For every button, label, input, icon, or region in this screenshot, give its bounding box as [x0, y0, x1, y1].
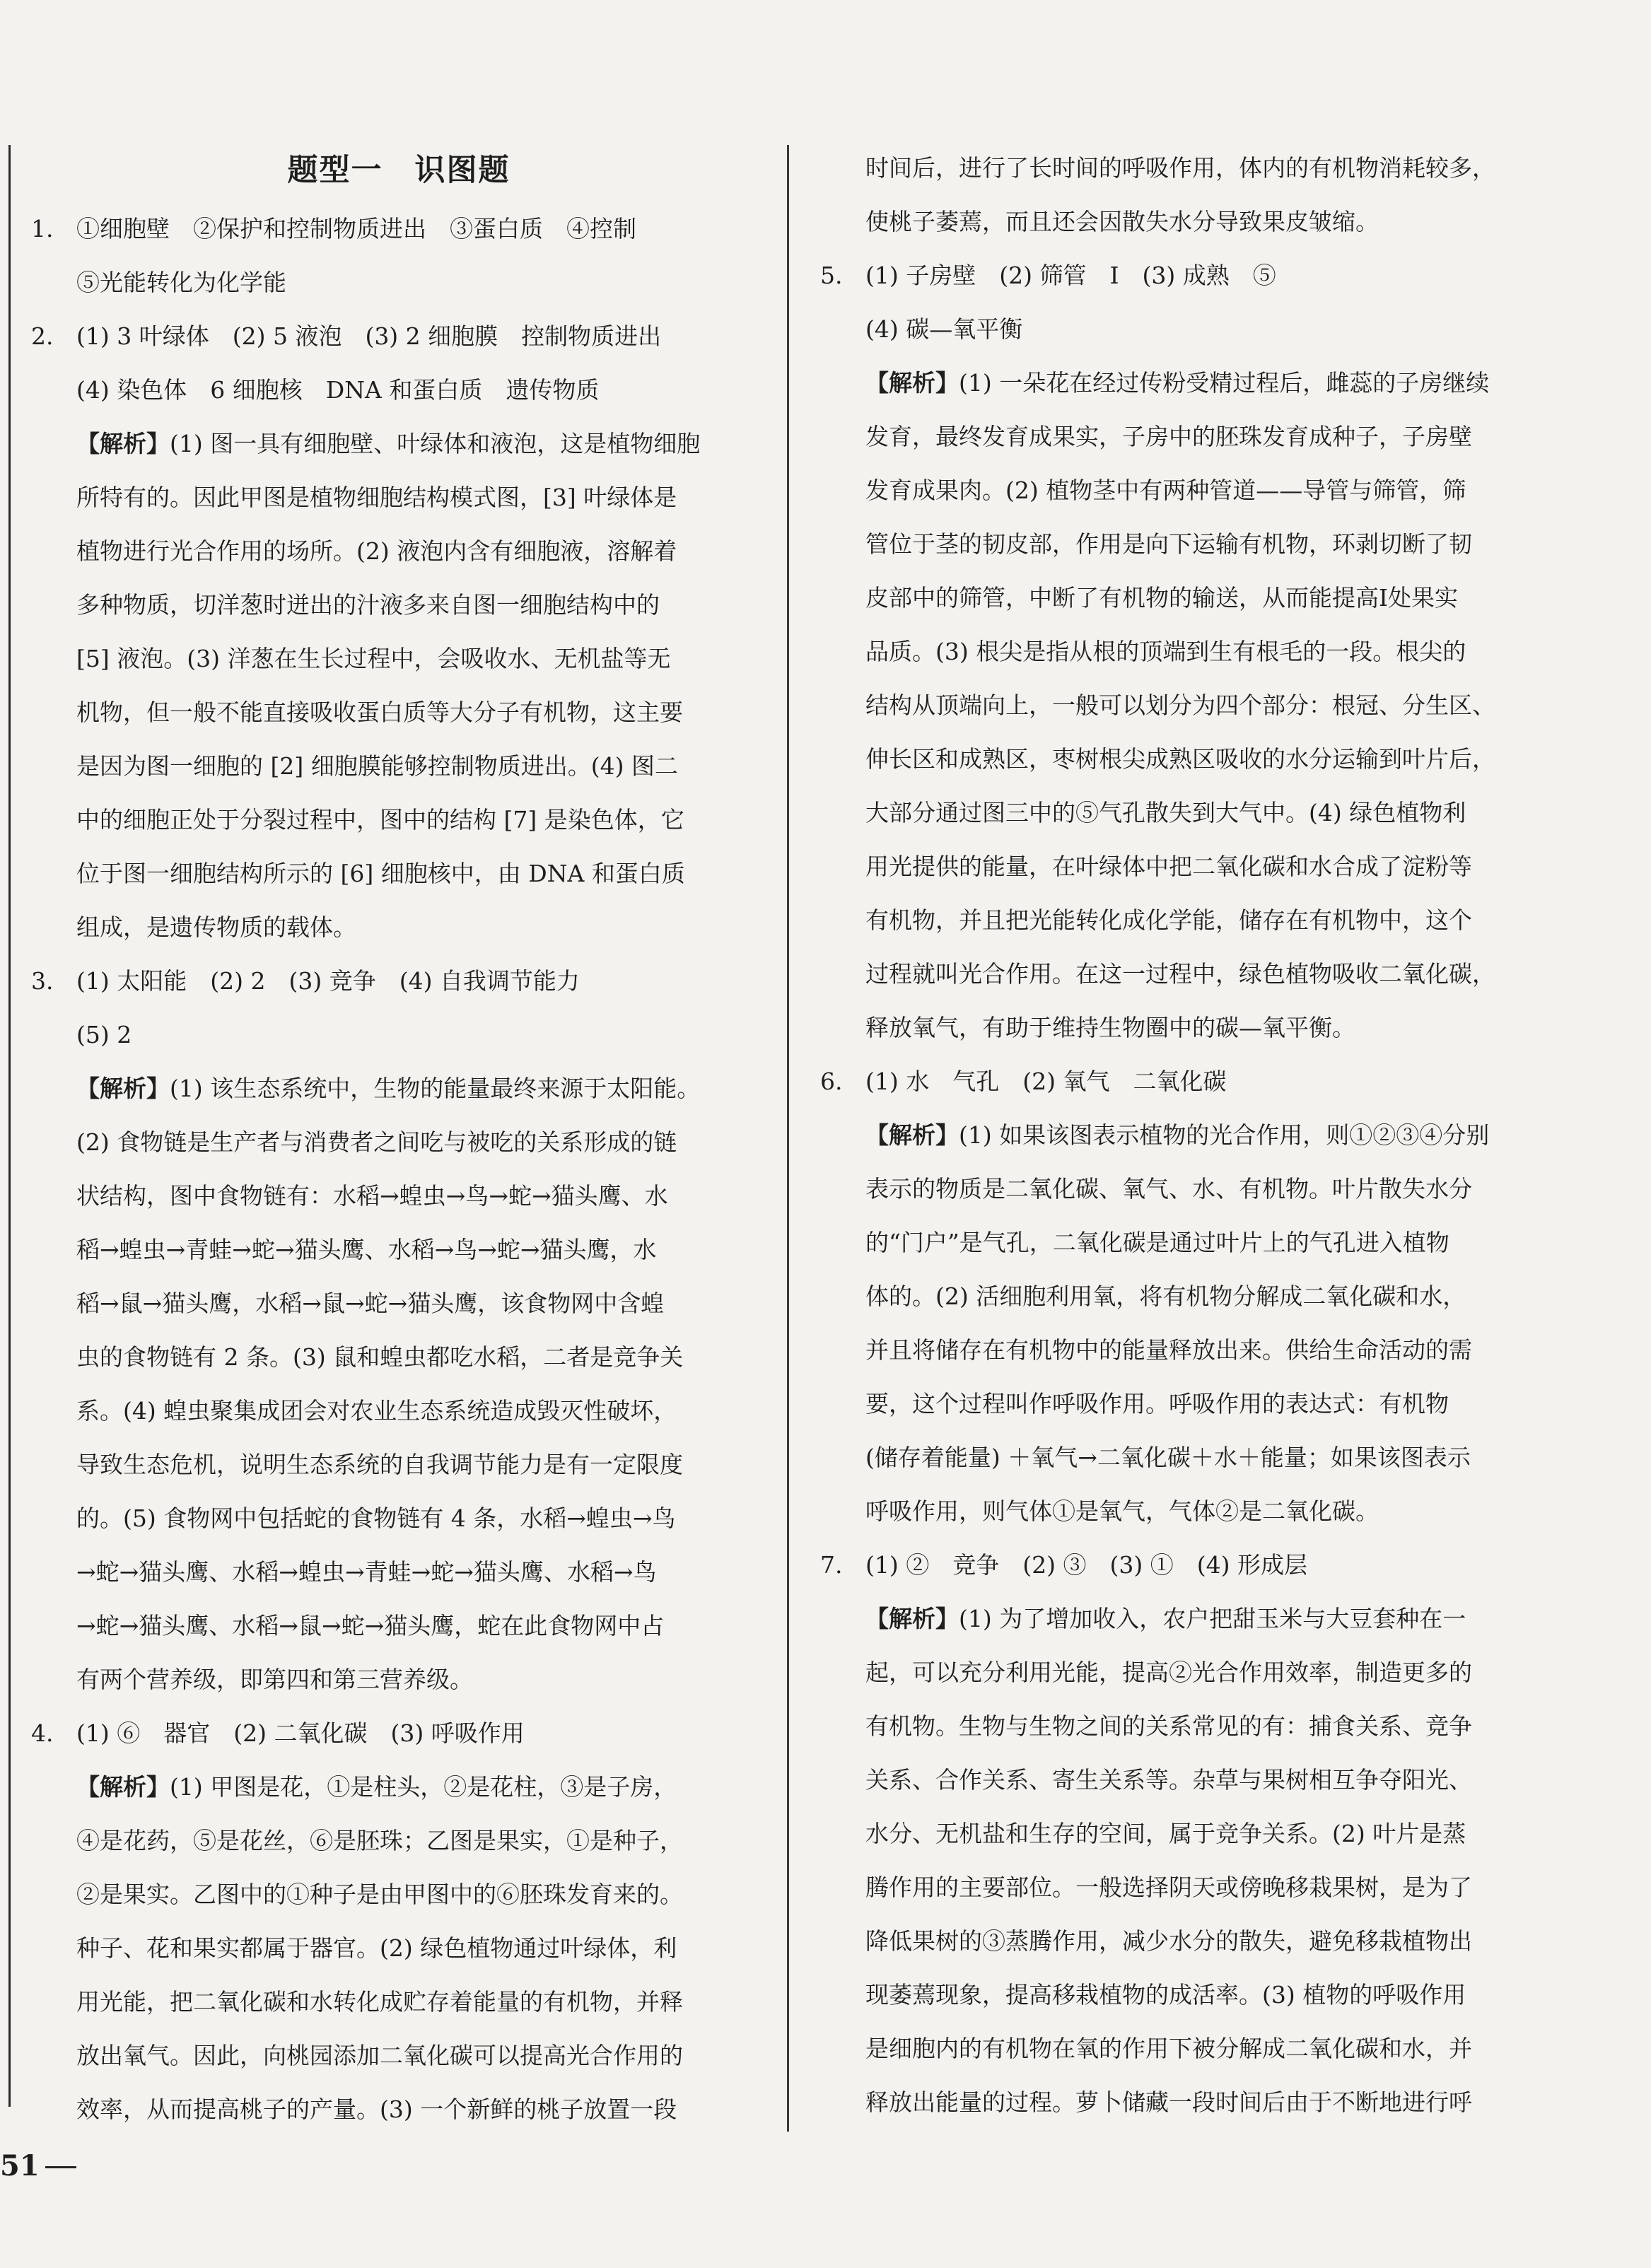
- explanation-line: 并且将储存在有机物中的能量释放出来。供给生命活动的需: [865, 1336, 1472, 1364]
- explanation-line: (储存着能量) ＋氧气→二氧化碳＋水＋能量；如果该图表示: [865, 1444, 1471, 1471]
- explanation-line: 品质。(3) 根尖是指从根的顶端到生有根毛的一段。根尖的: [865, 638, 1466, 665]
- explanation-line: 效率，从而提高桃子的产量。(3) 一个新鲜的桃子放置一段: [76, 2095, 677, 2123]
- question-number: 4.: [31, 1719, 54, 1747]
- answer-line: (5) 2: [76, 1021, 132, 1048]
- explanation-tag: 【解析】: [865, 369, 959, 397]
- explanation-line: 是细胞内的有机物在氧的作用下被分解成二氧化碳和水，并: [865, 2035, 1472, 2062]
- explanation-line: 有机物，并且把光能转化成化学能，储存在有机物中，这个: [865, 906, 1472, 934]
- page-number: 51: [0, 2149, 40, 2182]
- explanation-6: [820, 1109, 1612, 1538]
- explanation-line: (1) 为了增加收入，农户把甜玉米与大豆套种在一: [959, 1605, 1466, 1632]
- explanation-line: 位于图一细胞结构所示的 [6] 细胞核中，由 DNA 和蛋白质: [76, 860, 685, 887]
- explanation-line: 大部分通过图三中的⑤气孔散失到大气中。(4) 绿色植物利: [865, 799, 1466, 826]
- explanation-line: 现萎蔫现象，提高移栽植物的成活率。(3) 植物的呼吸作用: [865, 1981, 1466, 2009]
- explanation-4: [31, 1760, 766, 2137]
- explanation-line: 所特有的。因此甲图是植物细胞结构模式图，[3] 叶绿体是: [76, 484, 677, 511]
- left-margin-rule: [8, 145, 11, 2107]
- explanation-line: (1) 该生态系统中，生物的能量最终来源于太阳能。: [170, 1075, 701, 1102]
- question-number: 5.: [820, 262, 843, 289]
- answer-line: (1) 子房壁 (2) 筛管 Ⅰ (3) 成熟 ⑤: [865, 262, 1276, 289]
- question-number: 6.: [820, 1068, 843, 1095]
- answer-line: ①细胞壁 ②保护和控制物质进出 ③蛋白质 ④控制: [76, 215, 636, 242]
- answer-line: (1) 3 叶绿体 (2) 5 液泡 (3) 2 细胞膜 控制物质进出: [76, 322, 662, 350]
- explanation-5: [820, 356, 1612, 1055]
- explanation-4-continued: [820, 141, 1612, 249]
- explanation-3: [31, 1062, 766, 1707]
- explanation-line: 组成，是遗传物质的载体。: [76, 913, 356, 941]
- explanation-7: [820, 1592, 1612, 2129]
- explanation-line: (2) 食物链是生产者与消费者之间吃与被吃的关系形成的链: [76, 1128, 677, 1156]
- explanation-line: 水分、无机盐和生存的空间，属于竞争关系。(2) 叶片是蒸: [865, 1820, 1466, 1847]
- question-5: [820, 249, 1612, 356]
- left-column: [31, 138, 766, 2137]
- explanation-line: 结构从顶端向上，一般可以划分为四个部分：根冠、分生区、: [865, 691, 1495, 719]
- question-2: [31, 310, 766, 417]
- explanation-line: 稻→蝗虫→青蛙→蛇→猫头鹰、水稻→鸟→蛇→猫头鹰，水: [76, 1236, 657, 1263]
- explanation-line: 有两个营养级，即第四和第三营养级。: [76, 1666, 473, 1693]
- explanation-line: 植物进行光合作用的场所。(2) 液泡内含有细胞液，溶解着: [76, 537, 677, 565]
- page-number-dash: [45, 2166, 76, 2168]
- explanation-line: 状结构，图中食物链有：水稻→蝗虫→鸟→蛇→猫头鹰、水: [76, 1182, 668, 1210]
- explanation-line: 释放出能量的过程。萝卜储藏一段时间后由于不断地进行呼: [865, 2088, 1472, 2116]
- explanation-line: 释放氧气，有助于维持生物圈中的碳—氧平衡。: [865, 1014, 1355, 1041]
- explanation-line: ④是花药，⑤是花丝，⑥是胚珠；乙图是果实，①是种子，: [76, 1827, 683, 1854]
- question-1: [31, 202, 766, 310]
- question-number: 7.: [820, 1551, 843, 1579]
- explanation-line: 使桃子萎蔫，而且还会因散失水分导致果皮皱缩。: [865, 208, 1379, 235]
- column-divider: [787, 145, 789, 2132]
- explanation-line: 伸长区和成熟区，枣树根尖成熟区吸收的水分运输到叶片后，: [865, 745, 1495, 773]
- explanation-line: 用光能，把二氧化碳和水转化成贮存着能量的有机物，并释: [76, 1988, 683, 2016]
- explanation-line: 起，可以充分利用光能，提高②光合作用效率，制造更多的: [865, 1659, 1472, 1686]
- explanation-line: ②是果实。乙图中的①种子是由甲图中的⑥胚珠发育来的。: [76, 1881, 683, 1908]
- explanation-tag: 【解析】: [76, 1075, 170, 1102]
- explanation-line: (1) 甲图是花，①是柱头，②是花柱，③是子房，: [170, 1773, 677, 1801]
- answer-line: ⑤光能转化为化学能: [76, 269, 286, 296]
- explanation-line: 有机物。生物与生物之间的关系常见的有：捕食关系、竞争: [865, 1712, 1472, 1740]
- explanation-line: 过程就叫光合作用。在这一过程中，绿色植物吸收二氧化碳，: [865, 960, 1495, 988]
- explanation-line: 发育成果肉。(2) 植物茎中有两种管道——导管与筛管，筛: [865, 477, 1466, 504]
- answer-line: (1) ② 竞争 (2) ③ (3) ① (4) 形成层: [865, 1551, 1307, 1579]
- explanation-tag: 【解析】: [76, 430, 170, 457]
- explanation-line: 关系、合作关系、寄生关系等。杂草与果树相互争夺阳光、: [865, 1766, 1472, 1794]
- explanation-line: (1) 如果该图表示植物的光合作用，则①②③④分别: [959, 1121, 1490, 1149]
- answer-line: (1) 水 气孔 (2) 氧气 二氧化碳: [865, 1068, 1227, 1095]
- question-6: [820, 1055, 1612, 1109]
- explanation-line: 皮部中的筛管，中断了有机物的输送，从而能提高Ⅰ处果实: [865, 584, 1459, 612]
- explanation-2: [31, 417, 766, 954]
- question-7: [820, 1538, 1612, 1592]
- explanation-line: 要，这个过程叫作呼吸作用。呼吸作用的表达式：有机物: [865, 1390, 1449, 1418]
- question-3: [31, 954, 766, 1062]
- answer-line: (4) 染色体 6 细胞核 DNA 和蛋白质 遗传物质: [76, 376, 600, 404]
- explanation-line: 稻→鼠→猫头鹰，水稻→鼠→蛇→猫头鹰，该食物网中含蝗: [76, 1290, 665, 1317]
- explanation-line: 用光提供的能量，在叶绿体中把二氧化碳和水合成了淀粉等: [865, 853, 1472, 880]
- explanation-line: 中的细胞正处于分裂过程中，图中的结构 [7] 是染色体，它: [76, 806, 684, 834]
- answer-line: (1) 太阳能 (2) 2 (3) 竞争 (4) 自我调节能力: [76, 967, 580, 995]
- question-number: 2.: [31, 322, 54, 350]
- explanation-line: 呼吸作用，则气体①是氧气，气体②是二氧化碳。: [865, 1497, 1379, 1525]
- explanation-tag: 【解析】: [865, 1605, 959, 1632]
- explanation-line: 种子、花和果实都属于器官。(2) 绿色植物通过叶绿体，利: [76, 1934, 677, 1962]
- explanation-tag: 【解析】: [865, 1121, 959, 1149]
- explanation-line: 机物，但一般不能直接吸收蛋白质等大分子有机物，这主要: [76, 698, 683, 726]
- explanation-line: 时间后，进行了长时间的呼吸作用，体内的有机物消耗较多，: [865, 154, 1495, 182]
- explanation-line: 放出氧气。因此，向桃园添加二氧化碳可以提高光合作用的: [76, 2042, 683, 2069]
- explanation-line: 的“门户”是气孔，二氧化碳是通过叶片上的气孔进入植物: [865, 1229, 1449, 1256]
- question-number: 3.: [31, 967, 54, 995]
- explanation-line: 导致生态危机，说明生态系统的自我调节能力是有一定限度: [76, 1451, 683, 1478]
- explanation-line: 表示的物质是二氧化碳、氧气、水、有机物。叶片散失水分: [865, 1175, 1472, 1203]
- section-title: 题型一 识图题: [287, 153, 511, 188]
- explanation-line: →蛇→猫头鹰、水稻→蝗虫→青蛙→蛇→猫头鹰、水稻→鸟: [76, 1558, 657, 1586]
- explanation-line: (1) 一朵花在经过传粉受精过程后，雌蕊的子房继续: [959, 369, 1490, 397]
- explanation-line: 虫的食物链有 2 条。(3) 鼠和蝗虫都吃水稻，二者是竞争关: [76, 1343, 684, 1371]
- explanation-line: 降低果树的③蒸腾作用，减少水分的散失，避免移栽植物出: [865, 1927, 1472, 1955]
- explanation-line: 体的。(2) 活细胞利用氧，将有机物分解成二氧化碳和水，: [865, 1282, 1466, 1310]
- question-4: [31, 1707, 766, 1760]
- explanation-line: 腾作用的主要部位。一般选择阴天或傍晚移栽果树，是为了: [865, 1874, 1472, 1901]
- explanation-line: →蛇→猫头鹰、水稻→鼠→蛇→猫头鹰，蛇在此食物网中占: [76, 1612, 665, 1639]
- explanation-line: 是因为图一细胞的 [2] 细胞膜能够控制物质进出。(4) 图二: [76, 752, 678, 780]
- explanation-line: 的。(5) 食物网中包括蛇的食物链有 4 条，水稻→蝗虫→鸟: [76, 1504, 676, 1532]
- explanation-line: 多种物质，切洋葱时迸出的汁液多来自图一细胞结构中的: [76, 591, 660, 619]
- answer-line: (1) ⑥ 器官 (2) 二氧化碳 (3) 呼吸作用: [76, 1719, 525, 1747]
- explanation-tag: 【解析】: [76, 1773, 170, 1801]
- explanation-line: [5] 液泡。(3) 洋葱在生长过程中，会吸收水、无机盐等无: [76, 645, 671, 672]
- explanation-line: 发育，最终发育成果实，子房中的胚珠发育成种子，子房壁: [865, 423, 1472, 450]
- explanation-line: 管位于茎的韧皮部，作用是向下运输有机物，环剥切断了韧: [865, 530, 1472, 558]
- explanation-line: 系。(4) 蝗虫聚集成团会对农业生态系统造成毁灭性破坏，: [76, 1397, 677, 1425]
- explanation-line: (1) 图一具有细胞壁、叶绿体和液泡，这是植物细胞: [170, 430, 701, 457]
- right-column: [820, 141, 1612, 2129]
- question-number: 1.: [31, 215, 54, 242]
- answer-line: (4) 碳—氧平衡: [865, 315, 1023, 343]
